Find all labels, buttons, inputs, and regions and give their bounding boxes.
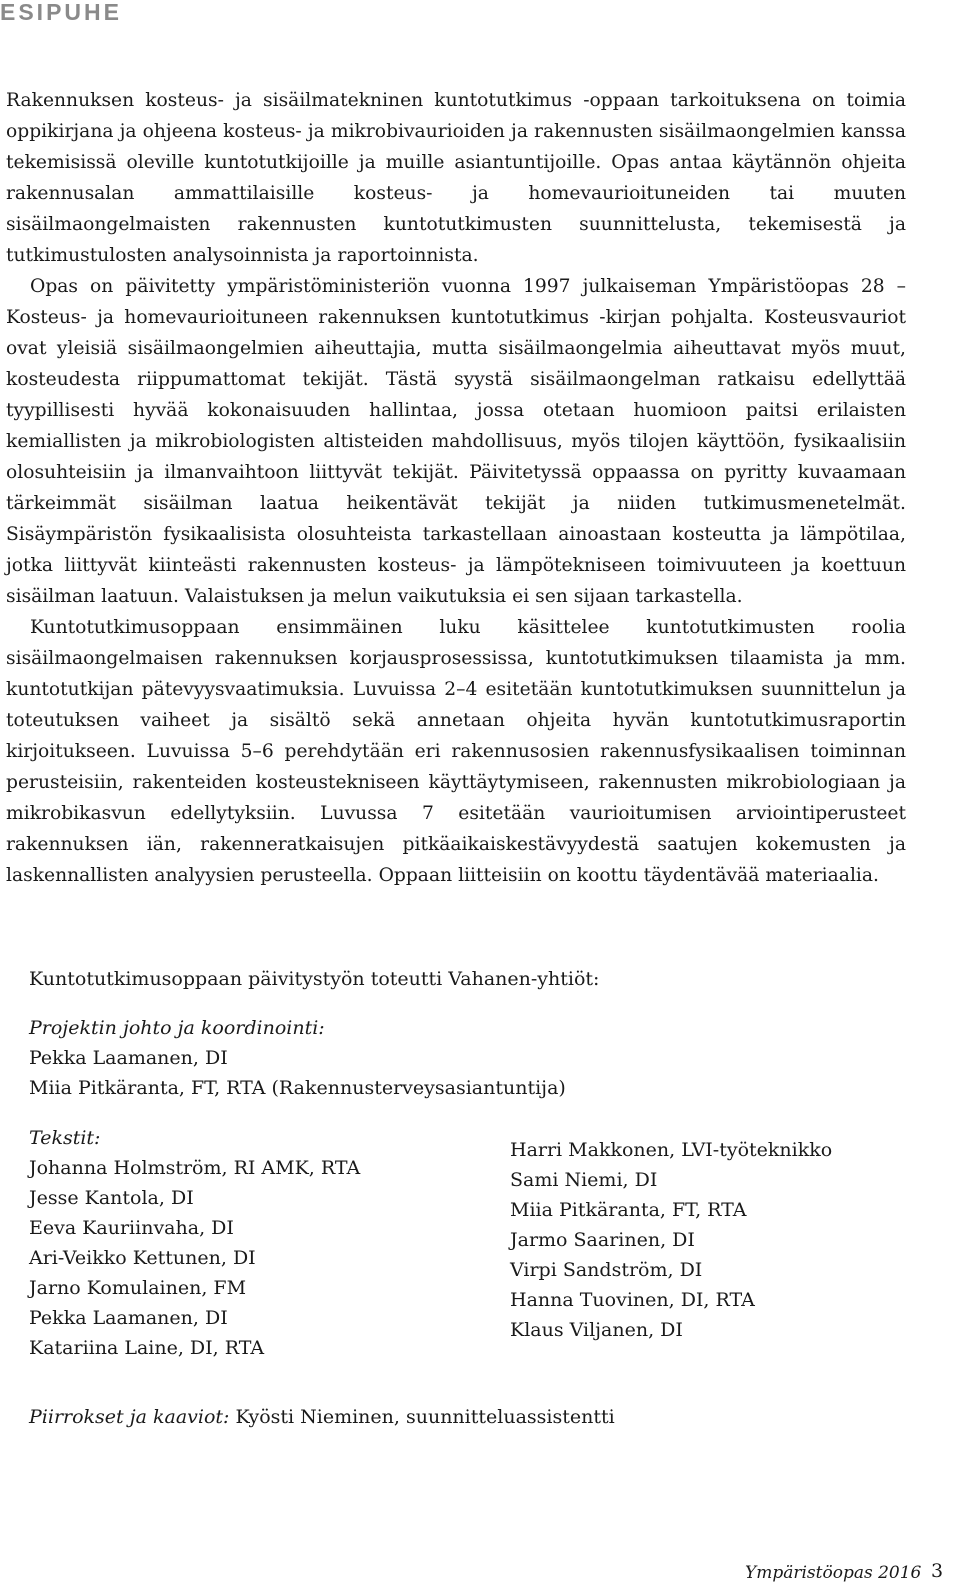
drawings-label: Piirrokset ja kaaviot: <box>29 1406 236 1428</box>
author-name: Katariina Laine, DI, RTA <box>29 1337 265 1359</box>
credits-intro-line: Kuntotutkimusoppaan päivitystyön toteutti Vahanen-yhtiöt: <box>29 968 600 990</box>
author-name: Pekka Laamanen, DI <box>29 1307 228 1329</box>
preface-body <box>6 85 906 891</box>
author-name: Virpi Sandström, DI <box>510 1259 703 1281</box>
author-name: Ari-Veikko Kettunen, DI <box>29 1247 256 1269</box>
texts-authors-column-2 <box>510 1135 832 1345</box>
project-person: Pekka Laamanen, DI <box>29 1047 228 1069</box>
author-name: Johanna Holmström, RI AMK, RTA <box>29 1157 361 1179</box>
author-name: Miia Pitkäranta, FT, RTA <box>510 1199 747 1221</box>
author-name: Jarno Komulainen, FM <box>29 1277 247 1299</box>
footer-publication: Ympäristöopas 2016 <box>745 1563 922 1583</box>
paragraph: Opas on päivitetty ympäristöministeriön vuonna 1997 julkaiseman Ympäristöopas 28 – Kosteus- ja homevaurioituneen rakennuksen kuntotutkimus -kirjan pohjalta. Kosteusvauriot ovat yleisiä sisäilmaongelmien aiheuttajia, mutta sisäilmaongelmia aiheuttavat myös muut, kosteudesta riippumattomat tekijät. Tästä syystä sisäilmaongelman ratkaisu edellyttää tyypillisesti hyvää kokonaisuuden hallintaa, jossa otetaan huomioon paitsi erilaisten kemiallisten ja mikrobiologisten altisteiden mahdollisuus, myös tilojen käyttöön, fysikaalisiin olosuhteisiin ja ilmanvaihtoon liittyvät tekijät. Päivitetyssä oppaassa on pyritty kuvaamaan tärkeimmät sisäilman laatua heikentävät tekijät ja niiden tutkimusmenetelmät. Sisäympäristön fysikaalisista olosuhteista tarkastellaan ainoastaan kosteutta ja lämpötilaa, jotka liittyvät kiinteästi rakennusten kosteus- ja lämpötekniseen toimivuuteen ja koettuun sisäilman laatuun. Valaistuksen ja melun vaikutuksia ei sen sijaan tarkastella. <box>6 276 906 607</box>
page-heading: ESIPUHE <box>0 0 122 25</box>
project-person: Miia Pitkäranta, FT, RTA (Rakennusterveysasiantuntija) <box>29 1077 566 1099</box>
texts-label: Tekstit: <box>29 1127 101 1149</box>
paragraph: Kuntotutkimusoppaan ensimmäinen luku käsittelee kuntotutkimusten roolia sisäilmaongelmaisen rakennuksen korjausprosessissa, kuntotutkimuksen tilaamista ja mm. kuntotutkijan pätevyysvaatimuksia. Luvuissa 2–4 esitetään kuntotutkimuksen suunnittelun ja toteutuksen vaiheet ja sisältö sekä annetaan ohjeita hyvän kuntotutkimusraportin kirjoitukseen. Luvuissa 5–6 perehdytään eri rakennusosien rakennusfysikaalisen toiminnan perusteisiin, rakenteiden kosteustekniseen käyttäytymiseen, rakennusten mikrobiologiaan ja mikrobikasvun edellytyksiin. Luvussa 7 esitetään vaurioitumisen arviointiperusteet rakennuksen iän, rakenneratkaisujen pitkäaikaiskestävyydestä saatujen kokemusten ja laskennallisten analyysien perusteella. Oppaan liitteisiin on koottu täydentävää materiaalia. <box>6 617 906 886</box>
drawings-credit <box>29 1402 615 1432</box>
drawings-person: Kyösti Nieminen, suunnitteluassistentti <box>235 1406 615 1428</box>
project-lead-block <box>29 1013 566 1103</box>
project-lead-label: Projektin johto ja koordinointi: <box>29 1017 325 1039</box>
author-name: Jarmo Saarinen, DI <box>510 1229 695 1251</box>
author-name: Eeva Kauriinvaha, DI <box>29 1217 234 1239</box>
texts-authors-column-1 <box>29 1123 360 1363</box>
page-number: 3 <box>931 1560 944 1582</box>
credits-intro <box>29 964 599 994</box>
author-name: Jesse Kantola, DI <box>29 1187 194 1209</box>
paragraph: Rakennuksen kosteus- ja sisäilmatekninen kuntotutkimus -oppaan tarkoituksena on toimia oppikirjana ja ohjeena kosteus- ja mikrobivaurioiden ja rakennusten sisäilmaongelmien kanssa tekemisissä oleville kuntotutkijoille ja muille asiantuntijoille. Opas antaa käytännön ohjeita rakennusalan ammattilaisille kosteus- ja homevaurioituneiden tai muuten sisäilmaongelmaisten rakennusten kuntotutkimusten suunnittelusta, tekemisestä ja tutkimustulosten analysoinnista ja raportoinnista. <box>6 90 906 266</box>
author-name: Harri Makkonen, LVI-työteknikko <box>510 1139 833 1161</box>
author-name: Klaus Viljanen, DI <box>510 1319 683 1341</box>
author-name: Hanna Tuovinen, DI, RTA <box>510 1289 755 1311</box>
author-name: Sami Niemi, DI <box>510 1169 658 1191</box>
